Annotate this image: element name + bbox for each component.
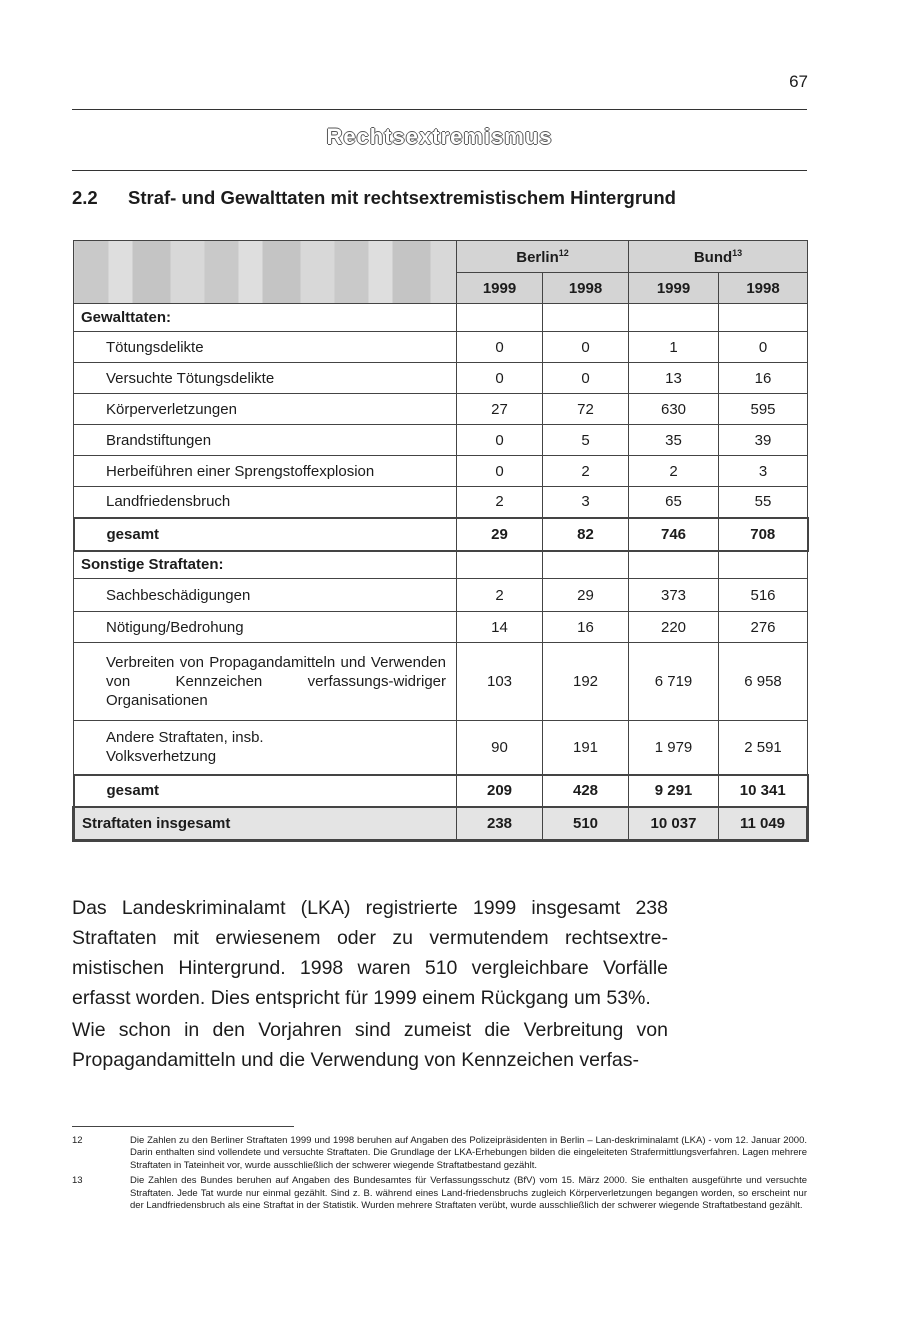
cell-value: 3	[719, 456, 808, 487]
row-label: Landfriedensbruch	[74, 487, 457, 518]
cell-value: 746	[629, 518, 719, 551]
cell-value: 90	[457, 721, 543, 775]
cell-value: 16	[719, 363, 808, 394]
cell-value: 2	[457, 579, 543, 612]
footnotes	[72, 1135, 807, 1215]
section-title: Straf- und Gewalttaten mit rechtsextremistischem Hintergrund	[128, 187, 676, 208]
cell-value: 1 979	[629, 721, 719, 775]
row-label: Körperverletzungen	[74, 394, 457, 425]
cell-value: 11 049	[719, 807, 808, 841]
footnote-text: Die Zahlen des Bundes beruhen auf Angaben des Bundesamtes für Verfassungsschutz (BfV) vom 15. März 2000. Sie enthalten ausgeführte und versuchte Straftaten. Jede Tat wurde nur einmal gezählt. Sind z. B. während eines Land-friedensbruchs zugleich Körperverletzungen begangen worden, so erscheint nur der Landfriedensbruch als eine Straftat in der Statistik. Wurden mehrere Straftaten verübt, wurde ausschließlich der schwerer wiegende Straftatbestand gezählt.	[130, 1175, 807, 1212]
footnote	[72, 1175, 807, 1212]
header-year: 1998	[543, 273, 629, 304]
cell-value: 65	[629, 487, 719, 518]
paragraph: Wie schon in den Vorjahren sind zumeist die Verbreitung von Propagandamitteln und die Verwendung von Kennzeichen verfas-	[72, 1019, 668, 1071]
paragraph: Das Landeskriminalamt (LKA) registrierte 1999 insgesamt 238 Straftaten mit erwiesenem oder zu vermutendem rechtsextre-mistischen Hintergrund. 1998 waren 510 vergleichbare Vorfälle erfasst worden. Dies entspricht für 1999 einem Rückgang um 53%.	[72, 897, 668, 1009]
header-year: 1999	[457, 273, 543, 304]
table-row	[74, 612, 808, 643]
cell-value: 6 958	[719, 643, 808, 721]
running-header: Rechtsextremismus	[326, 124, 553, 149]
cell-value: 29	[543, 579, 629, 612]
cell-value: 0	[457, 456, 543, 487]
header-group-bund: Bund$^{13}$	[629, 241, 808, 273]
header-corner-cell	[74, 241, 457, 304]
group-heading: Gewalttaten:	[74, 304, 457, 332]
table-row	[74, 425, 808, 456]
grand-total-row	[74, 807, 808, 841]
cell-value: 27	[457, 394, 543, 425]
row-label: Sachbeschädigungen	[74, 579, 457, 612]
cell-value: 3	[543, 487, 629, 518]
cell-value: 10 037	[629, 807, 719, 841]
cell-value: 2	[629, 456, 719, 487]
header-rule-top	[72, 109, 807, 110]
cell-value: 516	[719, 579, 808, 612]
cell-value: 0	[543, 332, 629, 363]
cell-value: 82	[543, 518, 629, 551]
table-row	[74, 394, 808, 425]
cell-value: 0	[457, 363, 543, 394]
cell-value: 510	[543, 807, 629, 841]
cell-value: 630	[629, 394, 719, 425]
cell-value: 0	[457, 332, 543, 363]
cell-value: 708	[719, 518, 808, 551]
cell-value: 1	[629, 332, 719, 363]
cell-value: 29	[457, 518, 543, 551]
footnote-number: 12	[72, 1135, 83, 1146]
footnote-number: 13	[72, 1175, 83, 1187]
table-row	[74, 487, 808, 518]
cell-value: 5	[543, 425, 629, 456]
cell-value: 2 591	[719, 721, 808, 775]
subtotal-row	[74, 775, 808, 807]
table-row	[74, 332, 808, 363]
row-label: Andere Straftaten, insb. Volksverhetzung	[74, 721, 457, 775]
cell-value: 0	[543, 363, 629, 394]
table-row	[74, 363, 808, 394]
group-heading-row	[74, 551, 808, 579]
table-row	[74, 456, 808, 487]
body-text	[72, 893, 668, 1075]
footnote-text: Die Zahlen zu den Berliner Straftaten 1999 und 1998 beruhen auf Angaben des Polizeipräsidenten in Berlin – Lan-deskriminalamt (LKA) - vom 12. Januar 2000. Darin enthalten sind vollendete und versuchte Straftaten. Die Grundlage der LKA-Erhebungen bilden die eingeleiteten Strafermittlungsverfahren. Lagen mehrere Straftaten in Tateinheit vor, wurde ausschließlich der schwerer wiegende Straftatbestand gezählt.	[130, 1135, 807, 1171]
group-heading-row	[74, 304, 808, 332]
cell-value: 209	[457, 775, 543, 807]
row-label: Straftaten insgesamt	[74, 807, 457, 841]
group-heading: Sonstige Straftaten:	[74, 551, 457, 579]
cell-value: 192	[543, 643, 629, 721]
header-year: 1998	[719, 273, 808, 304]
row-label: Tötungsdelikte	[74, 332, 457, 363]
header-rule-bottom	[72, 170, 807, 171]
cell-value: 39	[719, 425, 808, 456]
row-label: gesamt	[74, 775, 457, 807]
cell-value: 0	[457, 425, 543, 456]
row-label: Nötigung/Bedrohung	[74, 612, 457, 643]
footnote-rule	[72, 1126, 294, 1127]
subtotal-row	[74, 518, 808, 551]
cell-value: 6 719	[629, 643, 719, 721]
row-label: Brandstiftungen	[74, 425, 457, 456]
cell-value: 2	[457, 487, 543, 518]
cell-value: 0	[719, 332, 808, 363]
row-label: Herbeiführen einer Sprengstoffexplosion	[74, 456, 457, 487]
header-group-berlin: Berlin$^{12}$	[457, 241, 629, 273]
cell-value: 276	[719, 612, 808, 643]
footnote	[72, 1135, 807, 1172]
cell-value: 595	[719, 394, 808, 425]
table-row	[74, 579, 808, 612]
cell-value: 373	[629, 579, 719, 612]
statistics-table	[72, 240, 809, 842]
cell-value: 2	[543, 456, 629, 487]
cell-value: 35	[629, 425, 719, 456]
cell-value: 103	[457, 643, 543, 721]
section-heading	[72, 187, 807, 209]
cell-value: 16	[543, 612, 629, 643]
cell-value: 238	[457, 807, 543, 841]
table-header-groups	[74, 241, 808, 273]
cell-value: 10 341	[719, 775, 808, 807]
cell-value: 13	[629, 363, 719, 394]
cell-value: 428	[543, 775, 629, 807]
cell-value: 14	[457, 612, 543, 643]
cell-value: 72	[543, 394, 629, 425]
header-year: 1999	[629, 273, 719, 304]
cell-value: 220	[629, 612, 719, 643]
cell-value: 55	[719, 487, 808, 518]
cell-value: 191	[543, 721, 629, 775]
cell-value: 9 291	[629, 775, 719, 807]
row-label: Versuchte Tötungsdelikte	[74, 363, 457, 394]
table-row	[74, 643, 808, 721]
row-label: Verbreiten von Propagandamitteln und Verwenden von Kennzeichen verfassungs-widriger Organisationen	[74, 643, 457, 721]
page-number: 67	[789, 72, 808, 91]
table-row	[74, 721, 808, 775]
section-number: 2.2	[72, 187, 98, 208]
row-label: gesamt	[74, 518, 457, 551]
